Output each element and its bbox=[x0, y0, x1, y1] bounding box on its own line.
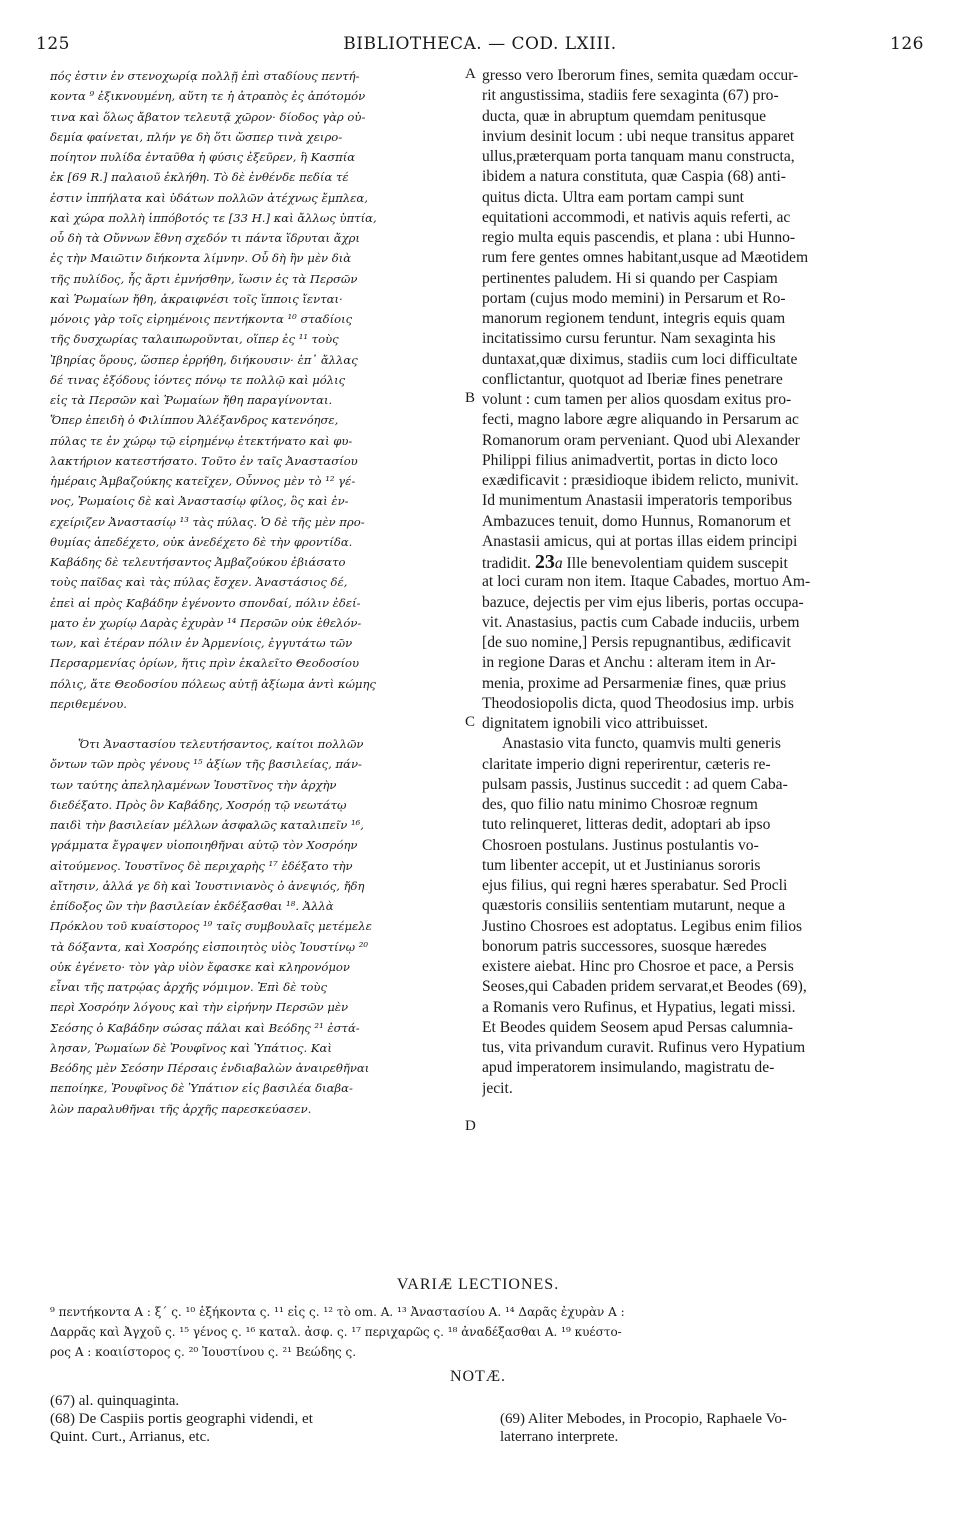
text-fragment: tradidit. bbox=[482, 555, 531, 572]
text-line: gresso vero Iberorum fines, semita quædam occur- bbox=[482, 67, 799, 84]
text-line: manorum regionem tendunt, integris equis quam bbox=[482, 310, 786, 327]
margin-letter-c: C bbox=[465, 714, 476, 730]
text-line: αἴτησιν, ἀλλά γε δὴ καὶ Ἰουστινιανὸς ὁ ἀνεψιός, ἤδη bbox=[50, 878, 365, 893]
text-line: Id munimentum Anastasii imperatoris temporibus bbox=[482, 492, 793, 510]
text-line: κοντα ⁹ ἐξικνουμένη, αὕτη τε ἡ ἀτραπὸς ἐς ἀπότομόν bbox=[50, 89, 366, 104]
page-number-left: 125 bbox=[36, 34, 70, 54]
text-line: ἐς τὴν Μαιῶτιν διήκοντα λίμνην. Οὗ δὴ ἢν μὲν διὰ bbox=[50, 251, 352, 266]
text-line: πός ἐστιν ἐν στενοχωρίᾳ πολλῇ ἐπὶ σταδίους πεντή- bbox=[50, 69, 360, 83]
text-line: θυμίας ἀπεδέχετο, οὐκ ἀνεδέχετο δὲ τὴν φροντίδα. bbox=[50, 534, 353, 549]
paragraph-gap bbox=[50, 714, 474, 734]
margin-letter-a: A bbox=[465, 66, 476, 82]
text-line: ἐπεὶ αἱ πρὸς Καβάδην ἐγένοντο σπονδαί, πόλιν ἐδεί- bbox=[50, 595, 361, 610]
text-line: jecit. bbox=[482, 1079, 513, 1097]
text-line: τῆς πυλίδος, ἧς ἄρτι ἐμνήσθην, ἴωσιν ἐς τὰ Περσῶν bbox=[50, 271, 358, 286]
text-line: Πρόκλου τοῦ κυαίστορος ¹⁹ ταῖς συμβουλαῖς μετέμελε bbox=[50, 919, 372, 934]
text-line: tum libenter accepit, ut et Justinianus sororis bbox=[482, 856, 761, 874]
text-line: fecti, magno labore ægre aliquando in Persarum ac bbox=[482, 411, 799, 429]
text-line: πύλας τε ἐν χώρῳ τῷ εἰρημένῳ ἐτεκτήνατο καὶ φυ- bbox=[50, 433, 353, 448]
text-line: πεποίηκε, Ῥουφῖνος δὲ Ὑπάτιον εἰς βασιλέα διαβα- bbox=[50, 1081, 353, 1096]
text-line: portam (cujus modo memini) in Persarum et Ro- bbox=[482, 289, 786, 307]
text-line: τὰ δόξαντα, καὶ Χοσρόης εἰσποιητὸς υἱὸς Ἰουστίνῳ ²⁰ bbox=[50, 939, 369, 954]
text-line: regio multa equis pascendis, et plana : ubi Hunno- bbox=[482, 229, 796, 246]
text-line: ρος A : κοαιίστορος ς. ²⁰ Ἰουστίνου ς. ²¹ Βεώδης ς. bbox=[50, 1345, 357, 1359]
text-line: Ambazuces tenuit, domo Hunnus, Romanorum et bbox=[482, 512, 791, 530]
text-line: duntaxat,quæ diximus, stadiis cum loci difficultate bbox=[482, 350, 798, 368]
text-line: λακτήριον κατεστήσατο. Τοῦτο ἐν ταῖς Ἀναστασίου bbox=[50, 453, 358, 468]
text-line: rit angustissima, stadiis fere sexaginta (67) pro- bbox=[482, 87, 779, 105]
greek-text-column bbox=[50, 66, 474, 1119]
margin-letter-b: B bbox=[465, 390, 476, 406]
text-line: in regione Daras et Anchu : alteram item in Ar- bbox=[482, 654, 776, 672]
text-line: ἐστιν ἱππήλατα καὶ ὑδάτων πολλῶν ἀτέχνως ἔμπλεα, bbox=[50, 190, 368, 205]
text-line: incitatissimo cursu feruntur. Nam sexaginta his bbox=[482, 330, 776, 348]
variae-lectiones-title: VARIÆ LECTIONES. bbox=[396, 1276, 560, 1293]
text-line: equitationi accommodi, et nativis aquis referti, ac bbox=[482, 208, 791, 226]
text-line: τοὺς παῖδας καὶ τὰς πύλας ἔσχεν. Ἀναστάσιος δέ, bbox=[50, 575, 348, 590]
text-line bbox=[482, 552, 922, 572]
text-line: Justino Chosroes est adoptatus. Legibus enim filios bbox=[482, 917, 803, 935]
text-line: laterrano interprete. bbox=[500, 1429, 619, 1445]
text-line: περιθεμένου. bbox=[50, 696, 127, 711]
text-line: quæstoris consiliis sententiam mutarunt, neque a bbox=[482, 897, 786, 915]
text-line: Ὅτι Ἀναστασίου τελευτήσαντος, καίτοι πολλῶν bbox=[78, 737, 364, 751]
text-line: εἰς τὰ Περσῶν καὶ Ῥωμαίων ἤθη παραγίνονται. bbox=[50, 393, 333, 407]
notae-title: NOTÆ. bbox=[449, 1368, 507, 1385]
text-line: volunt : cum tamen per alios quosdam exitus pro- bbox=[482, 391, 792, 408]
text-line: Anastasio vita functo, quamvis multi generis bbox=[502, 735, 781, 753]
text-line: Βεόδης μὲν Σεόσην Πέρσαις ἐνδιαβαλὼν ἀναιρεθῆναι bbox=[50, 1061, 370, 1075]
text-line: exædificavit : præsidioque ibidem relicto, munivit. bbox=[482, 472, 799, 489]
text-line: Περσαρμενίας ὁρίων, ἥτις πρὶν ἐκαλεῖτο Θεοδοσίου bbox=[50, 656, 360, 671]
notes-right-column bbox=[500, 1410, 920, 1446]
text-line: παιδὶ τὴν βασιλείαν μέλλων ἀσφαλῶς καταλιπεῖν ¹⁶, bbox=[50, 818, 364, 832]
text-line: Καβάδης δὲ τελευτήσαντος Ἀμβαζούκου ἐβιάσατο bbox=[50, 555, 346, 569]
text-line: bazuce, dejectis per vim ejus liberis, portas occupa- bbox=[482, 593, 804, 611]
running-header bbox=[36, 34, 924, 60]
text-line: λὼν παραλυθῆναι τῆς ἀρχῆς παρεσκεύασεν. bbox=[50, 1101, 312, 1116]
text-line: at loci curam non item. Itaque Cabades, mortuo Am- bbox=[482, 573, 811, 591]
text-line: Σεόσης ὁ Καβάδην σώσας πάλαι καὶ Βεόδης ²¹ ἐστά- bbox=[50, 1020, 360, 1035]
latin-text-column bbox=[482, 66, 922, 1099]
text-line: bonorum patris successores, suosque hæredes bbox=[482, 937, 767, 955]
column-marker-suffix: a bbox=[554, 555, 563, 572]
text-line: Philippi filius animadvertit, portas in dicto loco bbox=[482, 451, 778, 469]
text-line: claritate imperio digni reperirentur, cæteris re- bbox=[482, 755, 771, 773]
text-line: pulsam passis, Justinus succedit : ad quem Caba- bbox=[482, 775, 788, 793]
text-line: οὐκ ἐγένετο· τὸν γὰρ υἱὸν ἔφασκε καὶ κληρονόμον bbox=[50, 959, 350, 974]
text-line: τῆς δυσχωρίας ταλαιπωροῦνται, οἵπερ ἐς ¹¹ τοὺς bbox=[50, 332, 339, 347]
text-line: Seoses,qui Cabaden pridem servarat,et Beodes (69), bbox=[482, 978, 807, 996]
text-line: Chosroen postulans. Justinus postulantis vo- bbox=[482, 836, 759, 854]
page-number-right: 126 bbox=[890, 34, 924, 54]
text-line: ἐπίδοξος ὢν τὴν βασιλείαν ἐκδέξασθαι ¹⁸. Ἀλλὰ bbox=[50, 899, 334, 913]
text-line: διεδέξατο. Πρὸς ὃν Καβάδης, Χοσρόῃ τῷ νεωτάτῳ bbox=[50, 797, 347, 812]
text-line: Theodosiopolis dicta, quod Theodosius imp. urbis bbox=[482, 694, 795, 712]
text-line: των ταύτης ἀπεληλαμένων Ἰουστῖνος τὴν ἀρχὴν bbox=[50, 777, 337, 792]
text-line: existere aiebat. Hinc pro Chosroe et pace, a Persis bbox=[482, 958, 794, 975]
text-line: ματο ἐν χωρίῳ Δαρὰς ἐχυρὰν ¹⁴ Περσῶν οὐκ ἐθελόν- bbox=[50, 615, 362, 630]
text-line: εἶναι τῆς πατρῴας ἀρχῆς νόμιμον. Ἐπὶ δὲ τοὺς bbox=[50, 980, 327, 994]
text-line: Δαρρᾶς καὶ Ἀγχοῦ ς. ¹⁵ γένος ς. ¹⁶ καταλ. ἀσφ. ς. ¹⁷ περιχαρῶς ς. ¹⁸ ἀναδέξασθαι A. ¹⁹ κυέστο- bbox=[50, 1325, 622, 1339]
text-line: οὗ δὴ τὰ Οὔννων ἔθνη σχεδόν τι πάντα ἵδρυται ἄχρι bbox=[50, 231, 360, 245]
text-line: Ἰβηρίας ὅρους, ὥσπερ ἐρρήθη, διήκουσιν· ἐπ᾽ ἄλλας bbox=[50, 352, 358, 367]
text-line: γράμματα ἔγραψεν υἱοποιηθῆναι αὐτῷ τὸν Χοσρόην bbox=[50, 838, 358, 853]
text-line: pertinentes paludem. Hi si quando per Caspiam bbox=[482, 269, 778, 287]
text-line: ὄντων τῶν πρὸς γένους ¹⁵ ἀξίων τῆς βασιλείας, πάν- bbox=[50, 757, 362, 772]
text-line: tuto relinqueret, litteras dedit, adoptari ab ipso bbox=[482, 816, 771, 834]
text-fragment: Ille benevolentiam quidem suscepit bbox=[562, 555, 788, 572]
text-line: quitus dicta. Ultra eam portam campi sunt bbox=[482, 188, 744, 206]
text-line: πόλις, ἅτε Θεοδοσίου πόλεως αὐτῇ ἀξίωμα ἀντὶ κώμης bbox=[50, 676, 376, 691]
text-line: (67) al. quinquaginta. bbox=[50, 1393, 180, 1409]
text-line: λησαν, Ῥωμαίων δὲ Ῥουφῖνος καὶ Ὑπάτιος. Καὶ bbox=[50, 1040, 332, 1055]
text-line: tus, vita privandum curavit. Rufinus vero Hypatium bbox=[482, 1039, 806, 1056]
text-line: δέ τινας ἐξόδους ἰόντες πόνῳ τε πολλῷ καὶ μόλις bbox=[50, 372, 346, 387]
text-line: μόνοις γὰρ τοῖς εἰρημένοις πεντήκοντα ¹⁰ σταδίοις bbox=[50, 312, 353, 326]
text-line: invium desinit locum : ubi neque transitus apparet bbox=[482, 127, 795, 145]
text-line: Quint. Curt., Arrianus, etc. bbox=[50, 1429, 210, 1445]
text-line: menia, proxime ad Persarmeniæ fines, quæ prius bbox=[482, 674, 787, 692]
text-line: τινα καὶ ὅλως ἄβατον τελευτᾷ χῶρον· δίοδος γὰρ οὐ- bbox=[50, 109, 366, 124]
text-line: δεμία φαίνεται, πλήν γε δὴ ὅτι ὥσπερ τινὰ χειρο- bbox=[50, 129, 343, 144]
text-line: (68) De Caspiis portis geographi videndi, et bbox=[50, 1411, 313, 1427]
text-line: περὶ Χοσρόην λόγους καὶ τὴν εἰρήνην Περσῶν μὲν bbox=[50, 1000, 349, 1015]
text-line: Ὅπερ ἐπειδὴ ὁ Φιλίππου Ἀλέξανδρος κατενόησε, bbox=[50, 413, 339, 428]
text-line: καὶ χώρα πολλὴ ἱππόβοτός τε [33 H.] καὶ ἄλλως ὑπτία, bbox=[50, 210, 377, 225]
text-line: vit. Anastasius, pactis cum Cabade induciis, urbem bbox=[482, 613, 800, 631]
notes-left-column bbox=[50, 1392, 450, 1446]
text-line: ejus filius, qui regni hæres sperabatur. Sed Procli bbox=[482, 877, 788, 894]
text-line: Romanorum oram perveniant. Quod ubi Alexander bbox=[482, 431, 800, 449]
text-line: (69) Aliter Mebodes, in Procopio, Raphaele Vo- bbox=[500, 1411, 787, 1427]
variae-lectiones bbox=[50, 1302, 916, 1362]
text-line: καὶ Ῥωμαίων ἤθη, ἀκραιφνέσι τοῖς ἵπποις ἴενται· bbox=[50, 291, 343, 306]
text-line: rum fere gentes omnes habitant,usque ad Mæotidem bbox=[482, 249, 809, 267]
text-line: Anastasii amicus, qui at portas illas eidem principi bbox=[482, 532, 798, 550]
text-line: ibidem a natura constituta, quæ Caspia (68) anti- bbox=[482, 168, 787, 186]
text-line: ἐκ [69 R.] παλαιοῦ ἐκλήθη. Τὸ δὲ ἐνθένδε πεδία τέ bbox=[50, 170, 349, 185]
text-line: des, quo filio natu minimo Chosroæ regnum bbox=[482, 796, 758, 813]
text-line: [de suo nomine,] Persis repugnantibus, ædificavit bbox=[482, 634, 791, 651]
text-line: εχείριζεν Ἀναστασίῳ ¹³ τὰς πύλας. Ὁ δὲ τῆς μὲν προ- bbox=[50, 514, 365, 529]
text-line: ullus,præterquam porta tanquam manu constructa, bbox=[482, 148, 795, 165]
text-line: Et Beodes quidem Seosem apud Persas calumnia- bbox=[482, 1018, 793, 1036]
text-line: ποίητον πυλίδα ἐνταῦθα ἡ φύσις ἐξεῦρεν, ἣ Κασπία bbox=[50, 150, 356, 164]
text-line: ⁹ πεντήκοντα A : ξ´ ς. ¹⁰ ἑξήκοντα ς. ¹¹ εἰς ς. ¹² τὸ om. A. ¹³ Ἀναστασίου A. ¹⁴ Δαρᾶς ἐχυρὰν A : bbox=[50, 1305, 625, 1319]
text-line: ducta, quæ in abruptum quemdam penitusque bbox=[482, 107, 767, 125]
text-line: conflictantur, quotquot ad Iberiæ fines penetrare bbox=[482, 370, 783, 388]
text-line: ἡμέραις Ἀμβαζούκης κατεῖχεν, Οὖννος μὲν τὸ ¹² γέ- bbox=[50, 474, 356, 488]
column-marker-number: 23 bbox=[534, 552, 555, 573]
running-title: BIBLIOTHECA. — COD. LXIII. bbox=[343, 34, 617, 54]
text-line: αἰτούμενος. Ἰουστῖνος δὲ περιχαρὴς ¹⁷ ἐδέξατο τὴν bbox=[50, 858, 353, 873]
margin-letter-d: D bbox=[465, 1118, 476, 1134]
text-line: apud imperatorem insimulando, magistratu de- bbox=[482, 1059, 775, 1077]
text-line: νος, Ῥωμαίοις δὲ καὶ Ἀναστασίῳ φίλος, ὃς καὶ ἐν- bbox=[50, 494, 349, 509]
text-line: των, καὶ ἑτέραν πόλιν ἐν Ἀρμενίοις, ἐγγυτάτω τῶν bbox=[50, 636, 353, 650]
text-line: a Romanis vero Rufinus, et Hypatius, legati missi. bbox=[482, 998, 796, 1016]
text-line: dignitatem ignobili vico attribuisset. bbox=[482, 715, 709, 732]
